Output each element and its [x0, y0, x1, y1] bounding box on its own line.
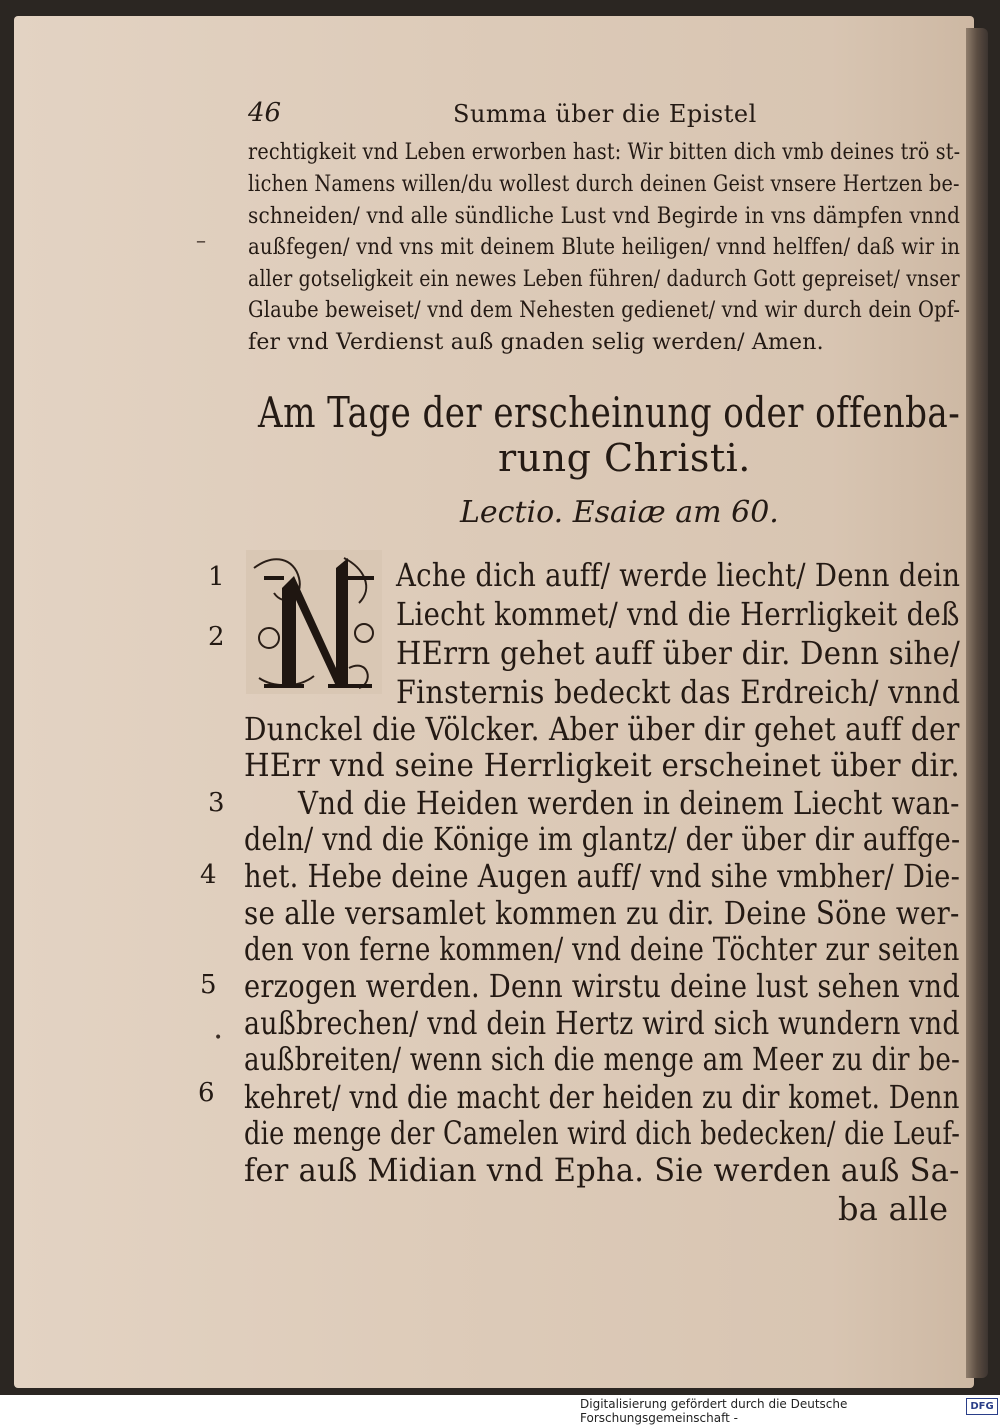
verse-line: Dunckel die Völcker. Aber über dir gehet auff der [244, 710, 960, 748]
section-title-line2: rung Christi. [498, 436, 751, 480]
page-edge [966, 28, 988, 1378]
prayer-line: rechtigkeit vnd Leben erworben hast: Wir bitten dich vmb deines trö st- [248, 140, 961, 165]
running-head: Summa über die Epistel [453, 100, 757, 128]
verse-line: Vnd die Heiden werden in deinem Liecht wan- [298, 784, 960, 822]
margin-mark: • [214, 1030, 223, 1046]
section-title-line1: Am Tage der erscheinung oder offenba- [258, 388, 961, 437]
verse-line: kehret/ vnd die macht der heiden zu dir komet. Denn [244, 1078, 960, 1116]
prayer-line: lichen Namens willen/du wollest durch deinen Geist vnsere Hertzen be- [248, 172, 960, 197]
verse-line: den von ferne kommen/ vnd deine Töchter zur seiten [244, 930, 960, 968]
dfg-logo-icon: DFG [966, 1398, 998, 1415]
verse-number: 6 [198, 1078, 215, 1108]
verse-number: 2 [208, 622, 225, 652]
verse-line: fer auß Midian vnd Epha. Sie werden auß Sa- [244, 1151, 960, 1189]
verse-line: HErrn gehet auff über dir. Denn sihe/ [396, 634, 961, 672]
verse-line: außbrechen/ vnd dein Hertz wird sich wundern vnd [244, 1004, 960, 1042]
verse-line: Finsternis bedeckt das Erdreich/ vnnd [396, 673, 961, 711]
catchword: ba alle [838, 1190, 949, 1228]
verse-line: se alle versamlet kommen zu dir. Deine Söne wer- [244, 894, 960, 932]
verse-number: 5 [200, 970, 217, 1000]
prayer-line: aller gotseligkeit ein newes Leben führen/ dadurch Gott gepreiset/ vnser [248, 267, 960, 292]
verse-line: die menge der Camelen wird dich bedecken/ die Leuf- [244, 1114, 961, 1152]
footer-bar [0, 1395, 1000, 1425]
verse-number: 3 [208, 788, 225, 818]
prayer-line: schneiden/ vnd alle sündliche Lust vnd Begirde in vns dämpfen vnnd [248, 204, 961, 229]
verse-line: Liecht kommet/ vnd die Herrligkeit deß [396, 595, 960, 633]
page-header [248, 98, 948, 132]
prayer-line: fer vnd Verdienst auß gnaden selig werden/ Amen. [248, 330, 824, 355]
prayer-line: Glaube beweiset/ vnd dem Nehesten gedienet/ vnd wir durch dein Opf- [248, 298, 961, 323]
verse-number: 4 [200, 860, 217, 890]
drop-cap-initial-icon [244, 548, 384, 696]
verse-number: 1 [208, 562, 225, 592]
verse-line: HErr vnd seine Herrligkeit erscheinet über dir. [244, 746, 960, 784]
page-number: 46 [248, 98, 282, 128]
verse-line: het. Hebe deine Augen auff/ vnd sihe vmbher/ Die- [244, 857, 961, 895]
lectio-heading: Lectio. Esaiæ am 60. [460, 495, 779, 530]
footer-credit: Digitalisierung gefördert durch die Deutsche Forschungsgemeinschaft - [580, 1397, 848, 1425]
verse-line: erzogen werden. Denn wirstu deine lust sehen vnd [244, 967, 961, 1005]
verse-line: außbreiten/ wenn sich die menge am Meer zu dir be- [244, 1040, 961, 1078]
verse-line: Ache dich auff/ werde liecht/ Denn dein [396, 556, 961, 594]
prayer-line: außfegen/ vnd vns mit deinem Blute heiligen/ vnnd helffen/ daß wir in [248, 235, 961, 260]
verse-line: deln/ vnd die Könige im glantz/ der über dir auffge- [244, 820, 961, 858]
margin-mark: – [196, 228, 206, 252]
